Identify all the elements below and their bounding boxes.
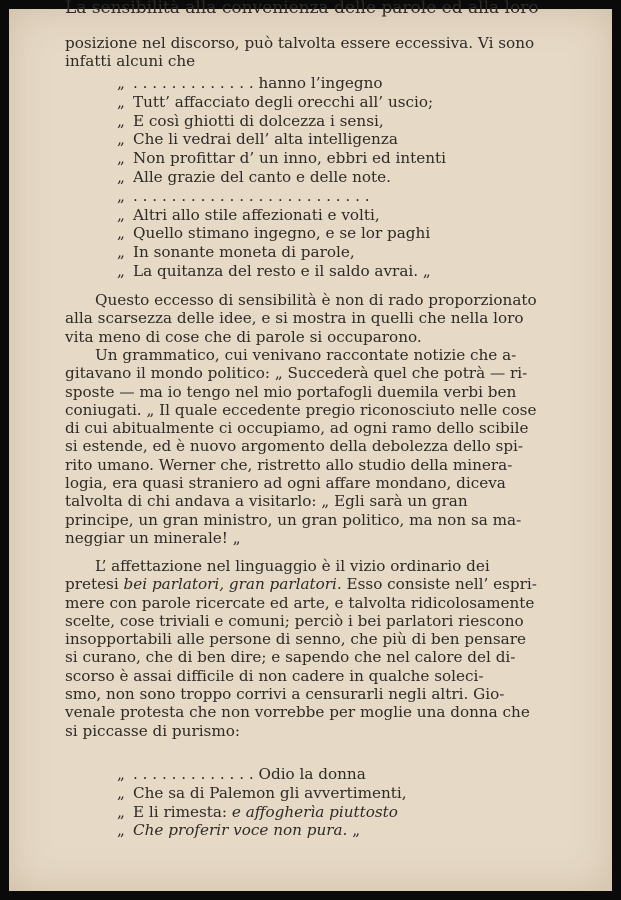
text-line: alla scarsezza delle idee, e si mostra in quelli che nella loro	[65, 309, 524, 328]
text-line: si curano, che di ben dire; e sapendo che nel calore del di-	[65, 648, 516, 667]
verse-line: „ Che sa di Palemon gli avvertimenti,	[117, 783, 407, 802]
italic-phrase: Che proferir voce non pura.	[133, 821, 348, 840]
verse-line: „ Che proferir voce non pura. „	[117, 821, 361, 840]
text-line: venale protesta che non vorrebbe per moglie una donna che	[65, 703, 530, 722]
verse-line: „ Tutt’ affacciato degli orecchi all’ uscio;	[117, 92, 434, 111]
paragraph-1	[65, 291, 570, 346]
text-line: principe, un gran ministro, un gran politico, ma non sa ma-	[65, 510, 522, 529]
verse-line: „ Non profittar d’ un inno, ebbri ed intenti	[117, 149, 447, 168]
verse-line: „ Che li vedrai dell’ alta intelligenza	[117, 130, 398, 149]
verse-line: „ . . . . . . . . . . . . . hanno l’ingegno	[117, 74, 383, 92]
text-line: Questo eccesso di sensibilità è non di rado proporzionato	[95, 291, 537, 309]
verse-line: „ . . . . . . . . . . . . . Odio la donna	[117, 765, 366, 783]
text-line: sposte — ma io tengo nel mio portafogli duemila verbi ben	[65, 382, 517, 401]
text-line: rito umano. Werner che, ristretto allo studio della minera-	[65, 455, 513, 474]
text-line: insopportabili alle persone di senno, che più di ben pensare	[65, 630, 526, 649]
text-line: gitavano il mondo politico: „ Succederà quel che potrà — ri-	[65, 364, 528, 383]
text-line: scorso è assai difficile di non cadere in qualche soleci-	[65, 666, 484, 685]
text-line: di cui abitualmente ci occupiamo, ad ogni ramo dello scibile	[65, 419, 529, 438]
text-line: si estende, ed è nuovo argomento della debolezza dello spi-	[65, 437, 524, 456]
verse-quote-2	[117, 765, 407, 840]
text-line: neggiar un minerale! „	[65, 528, 241, 547]
paragraph-3	[65, 557, 570, 740]
text-line: Un grammatico, cui venivano raccontate notizie che a-	[95, 346, 517, 364]
text-line: logia, era quasi straniero ad ogni affare mondano, diceva	[65, 474, 506, 493]
clipped-top-line: La sensibilità alla convenienza delle parole ed alla loro	[65, 0, 539, 18]
verse-line: „ Altri allo stile affezionati e volti,	[117, 205, 380, 224]
text-line: mere con parole ricercate ed arte, e talvolta ridicolosamente	[65, 593, 535, 612]
italic-phrase: bei parlatori, gran parlatori.	[123, 575, 342, 594]
verse-line: „ Quello stimano ingegno, e se lor paghi	[117, 224, 431, 243]
text-line: vita meno di cose che di parole si occuparono.	[65, 327, 422, 346]
verse-line: „ In sonante moneta di parole,	[117, 243, 355, 262]
verse-line: „ La quitanza del resto e il saldo avrai. „	[117, 261, 431, 280]
verse-line: „ E li rimesta: e affogherìa piuttosto	[117, 802, 398, 821]
verse-line: „ Alle grazie del canto e delle note.	[117, 167, 391, 186]
verse-line: „ . . . . . . . . . . . . . . . . . . . . . . . . .	[117, 186, 370, 205]
intro-paragraph	[65, 34, 570, 71]
text-line: pretesi bei parlatori, gran parlatori. Esso consiste nell’ espri-	[65, 575, 537, 594]
text-line: infatti alcuni che	[65, 52, 196, 71]
text-line: scelte, cose triviali e comuni; perciò i bei parlatori riescono	[65, 611, 524, 630]
text-line: L’ affettazione nel linguaggio è il vizio ordinario dei	[95, 557, 490, 575]
text-line: coniugati. „ Il quale eccedente pregio riconosciuto nelle cose	[65, 400, 537, 419]
paragraph-2	[65, 346, 570, 547]
text-line: posizione nel discorso, può talvolta essere eccessiva. Vi sono	[65, 34, 535, 52]
text-line: talvolta di chi andava a visitarlo: „ Egli sarà un gran	[65, 492, 468, 511]
text-line: si piccasse di purismo:	[65, 721, 241, 740]
text-line: smo, non sono troppo corrivi a censurarli negli altri. Gio-	[65, 685, 505, 704]
verse-quote-1	[117, 74, 446, 281]
book-page	[9, 0, 612, 891]
verse-line: „ E così ghiotti di dolcezza i sensi,	[117, 111, 384, 130]
italic-phrase: e affogherìa piuttosto	[231, 802, 398, 821]
